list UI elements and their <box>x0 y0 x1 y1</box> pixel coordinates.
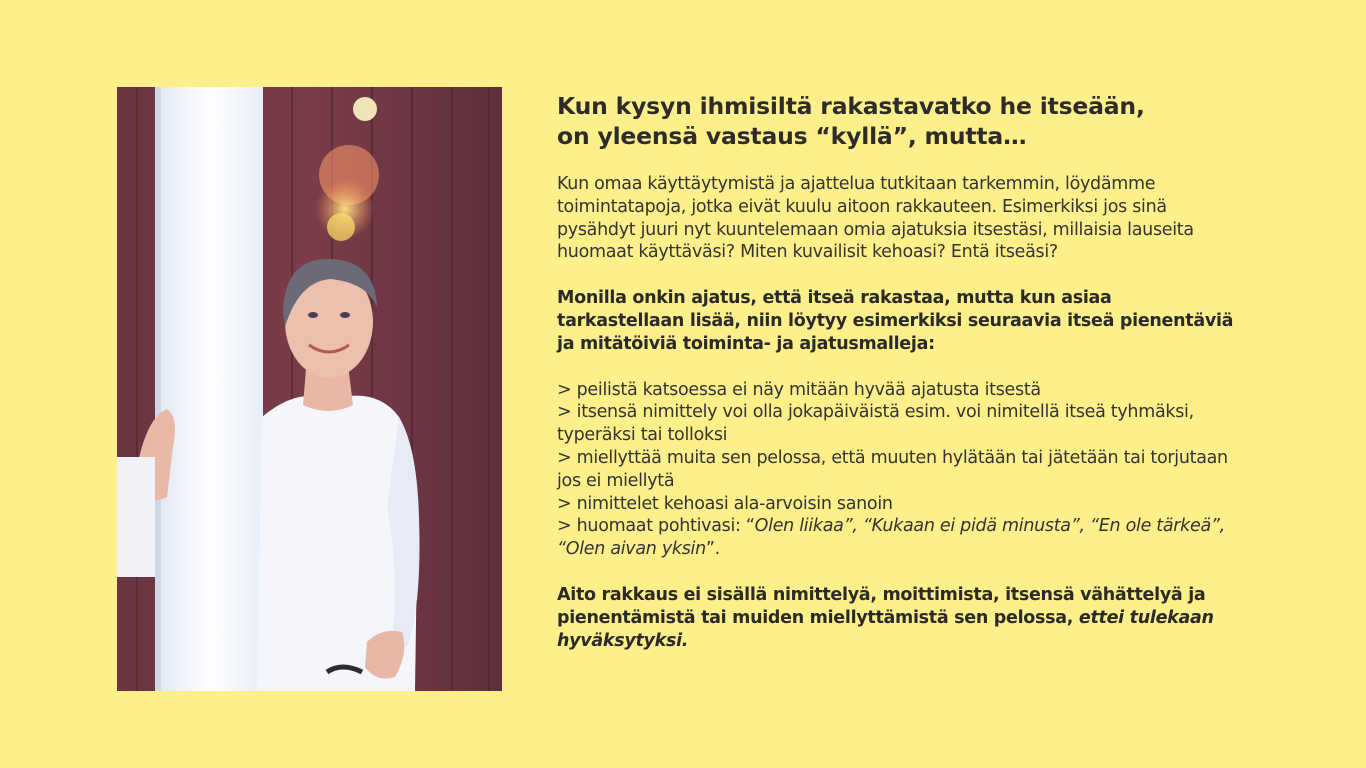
list-item: > miellyttää muita sen pelossa, että muuten hylätään tai jätetään tai torjutaan jos ei miellytä <box>557 447 1228 491</box>
bold-intro-paragraph: Monilla onkin ajatus, että itseä rakastaa, mutta kun asiaa tarkastellaan lisää, niin löytyy esimerkiksi seuraavia itseä pienentäviä ja mitätöiviä toiminta- ja ajatusmalleja: <box>557 288 1234 354</box>
examples-list <box>557 379 1237 561</box>
heading-line-1: Kun kysyn ihmisiltä rakastavatko he itseään, <box>557 92 1145 120</box>
heading-line-2: on yleensä vastaus “kyllä”, mutta… <box>557 122 1027 150</box>
list-item: > itsensä nimittely voi olla jokapäiväistä esim. voi nimitellä itseä tyhmäksi, typeräksi tai tolloksi <box>557 402 1194 446</box>
list-item-suffix: ”. <box>705 539 720 560</box>
article-heading <box>557 91 1237 151</box>
conclusion-emphasis: ettei tulekaan hyväksytyksi. <box>557 607 1214 651</box>
article-content <box>557 91 1237 652</box>
conclusion-paragraph <box>557 584 1237 652</box>
intro-paragraph: Kun omaa käyttäytymistä ja ajattelua tutkitaan tarkemmin, löydämme toimintatapoja, jotka eivät kuulu aitoon rakkauteen. Esimerkiksi jos sinä pysähdyt juuri nyt kuuntelemaan omia ajatuksia itsestäsi, millaisia lauseita huomaat käyttäväsi? Miten kuvailisit kehoasi? Entä itseäsi? <box>557 174 1194 263</box>
portrait-photo <box>117 87 502 691</box>
conclusion-text: Aito rakkaus ei sisällä nimittelyä, moittimista, itsensä vähättelyä ja pienentämistä tai muiden miellyttämistä sen pelossa, <box>557 584 1206 628</box>
list-item: > peilistä katsoessa ei näy mitään hyvää ajatusta itsestä <box>557 379 1041 400</box>
portrait-illustration <box>117 87 502 691</box>
list-item-quotes: Olen liikaa”, “Kukaan ei pidä minusta”, “En ole tärkeä”, “Olen aivan yksin <box>557 516 1225 560</box>
list-item: > nimittelet kehoasi ala-arvoisin sanoin <box>557 493 893 514</box>
list-item-prefix: > huomaat pohtivasi: “ <box>557 516 755 537</box>
list-item <box>557 515 1237 561</box>
